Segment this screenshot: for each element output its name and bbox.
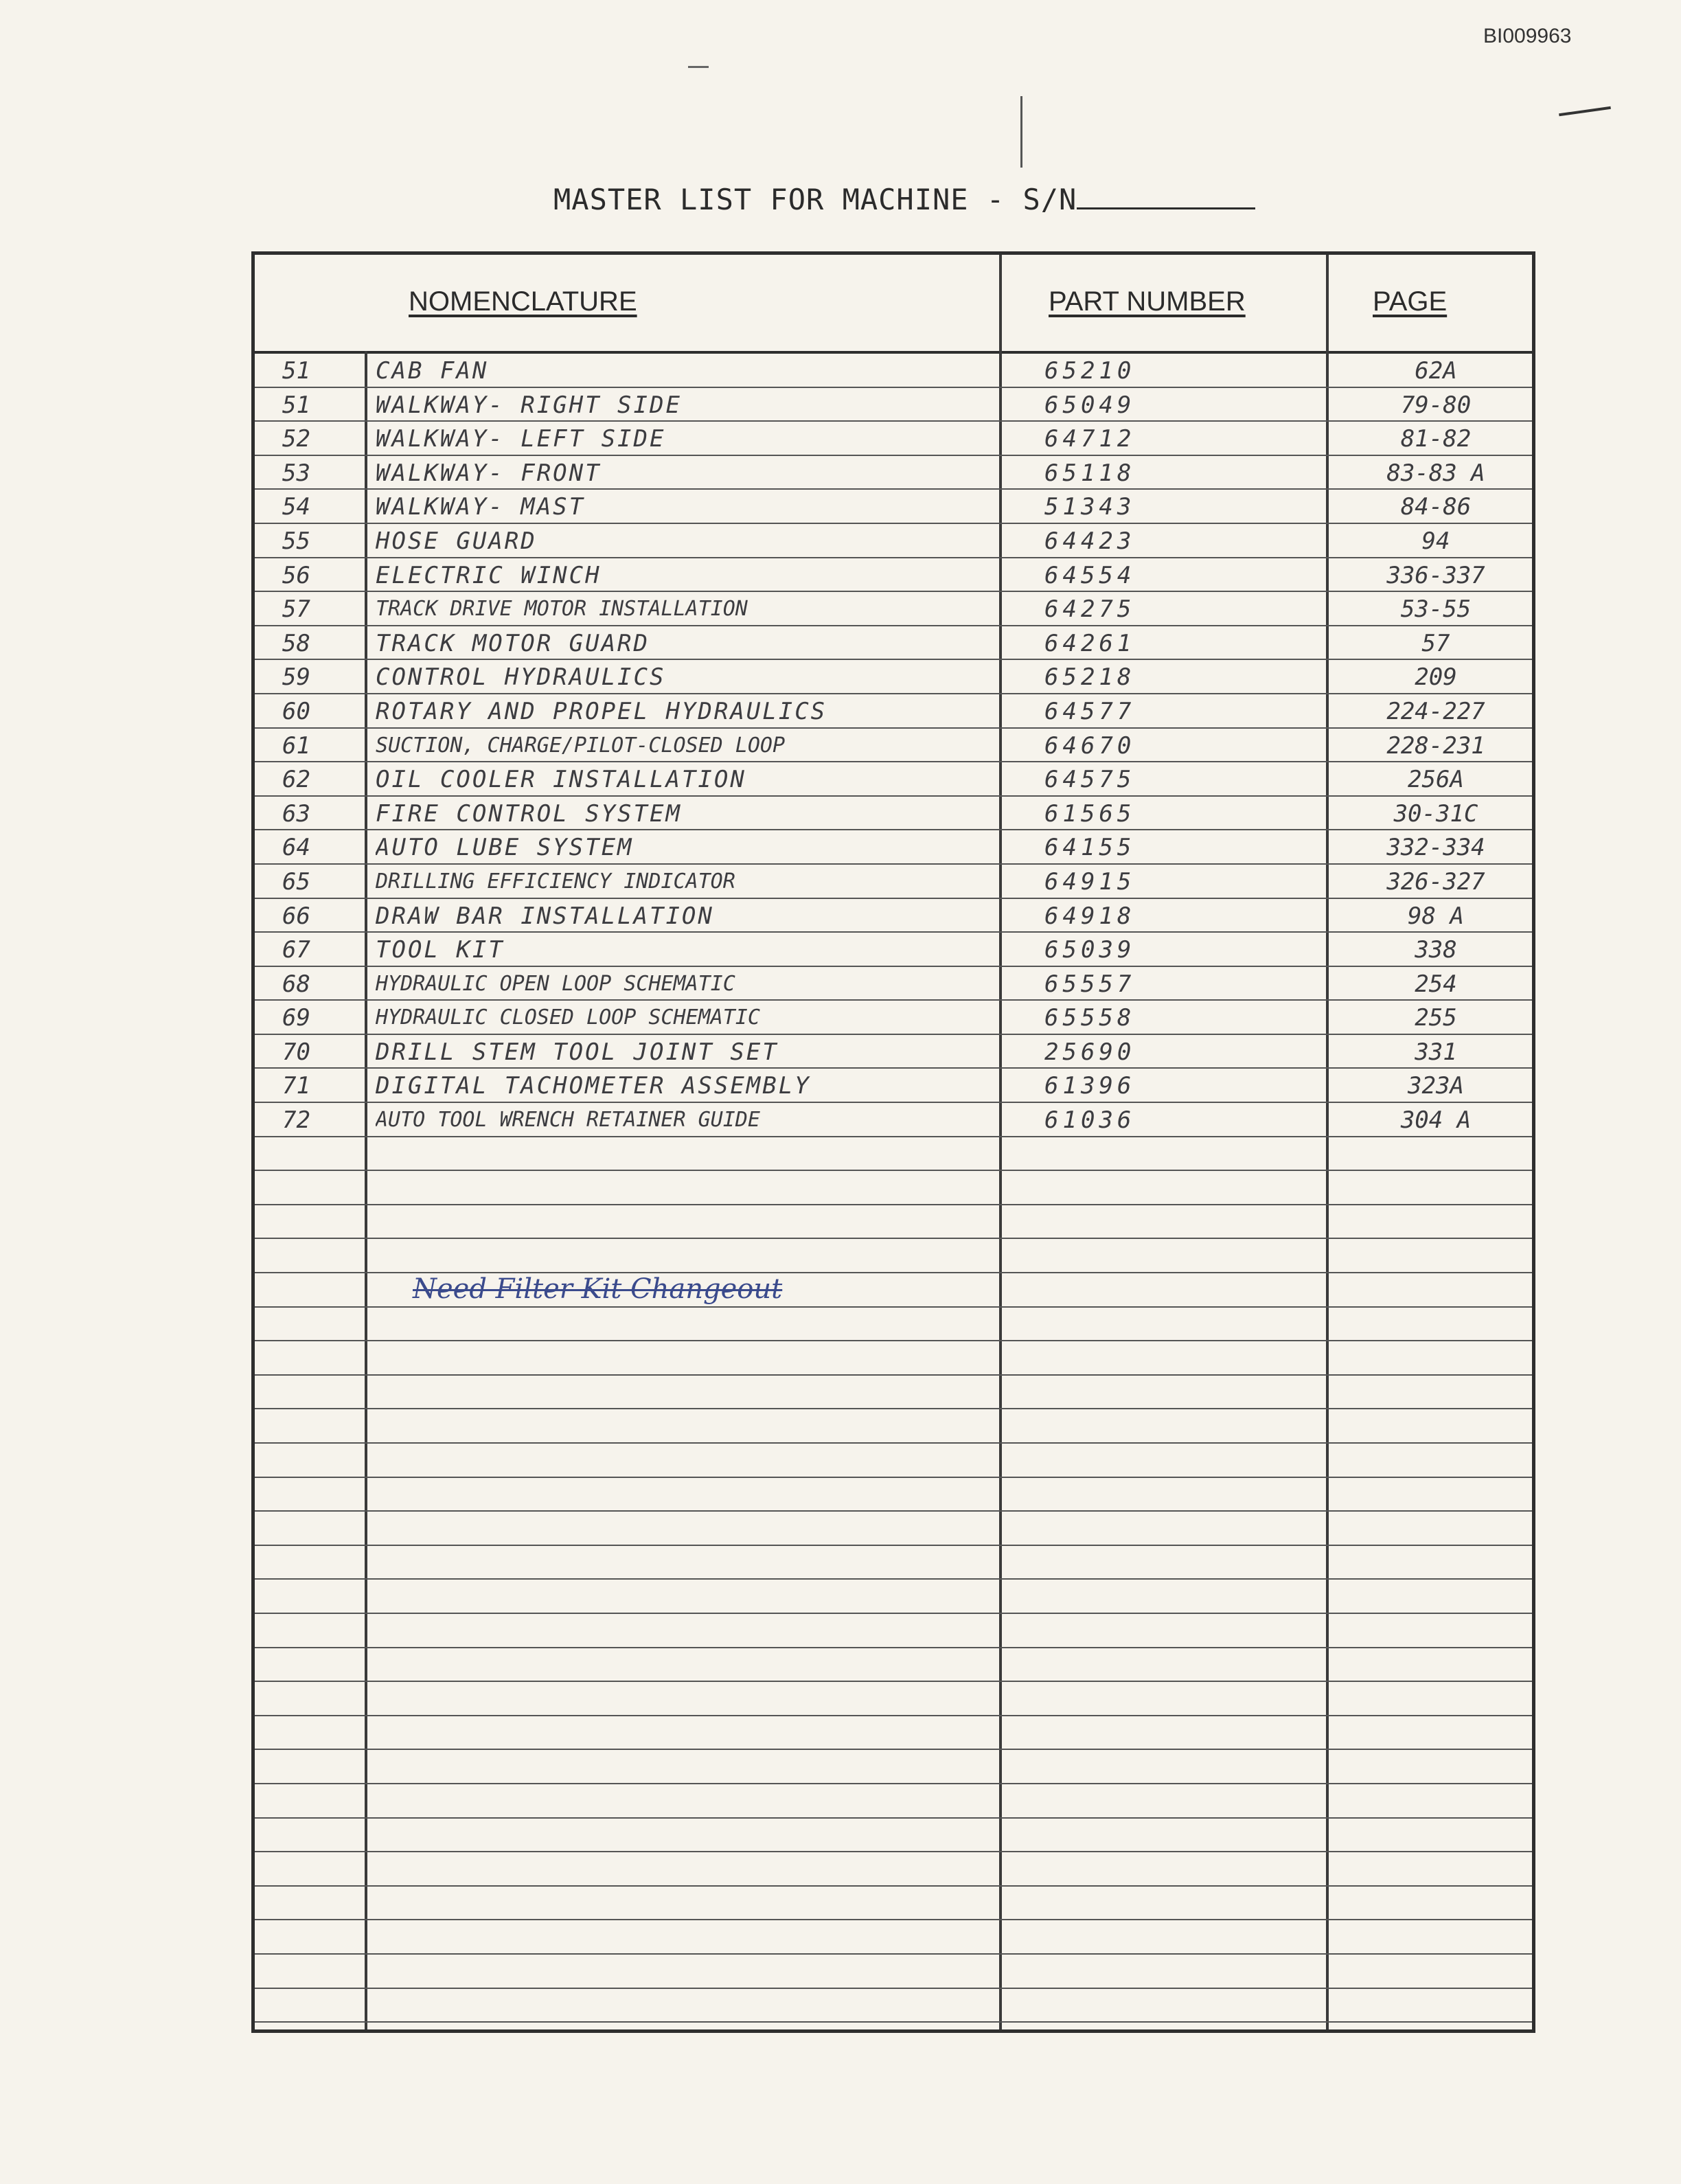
table-header xyxy=(255,255,1532,354)
row-part-number: 64261 xyxy=(1044,629,1136,657)
row-nomenclature: DIGITAL TACHOMETER ASSEMBLY xyxy=(376,1072,811,1100)
row-part-number: 65218 xyxy=(1044,663,1136,692)
table-row xyxy=(255,1989,1532,2023)
table-row xyxy=(255,1852,1532,1887)
row-part-number: 64155 xyxy=(1044,834,1136,862)
table-row xyxy=(255,1819,1532,1853)
row-page: 57 xyxy=(1421,629,1450,657)
table-row xyxy=(255,1137,1532,1172)
row-part-number: 64670 xyxy=(1044,731,1136,760)
title-label: MASTER LIST FOR MACHINE - S/N xyxy=(553,183,1077,216)
table-row xyxy=(255,660,1532,694)
row-number: 54 xyxy=(282,493,310,521)
row-number: 64 xyxy=(282,834,310,862)
table-row xyxy=(255,1478,1532,1512)
master-list-table xyxy=(251,251,1535,2033)
table-row xyxy=(255,797,1532,831)
row-nomenclature: DRILL STEM TOOL JOINT SET xyxy=(376,1038,779,1066)
row-part-number: 64275 xyxy=(1044,595,1136,624)
row-nomenclature: TOOL KIT xyxy=(376,936,505,964)
row-page: 94 xyxy=(1421,527,1450,555)
header-part-number: PART NUMBER xyxy=(1049,286,1246,317)
table-row xyxy=(255,1614,1532,1648)
row-page: 53-55 xyxy=(1400,595,1472,624)
row-number: 71 xyxy=(282,1072,310,1100)
row-nomenclature: WALKWAY- RIGHT SIDE xyxy=(376,391,682,419)
row-nomenclature: ELECTRIC WINCH xyxy=(376,561,602,589)
row-number: 62 xyxy=(282,766,310,794)
row-page: 30-31C xyxy=(1393,799,1478,828)
row-nomenclature: WALKWAY- MAST xyxy=(376,493,586,521)
row-page: 81-82 xyxy=(1400,425,1472,453)
row-part-number: 51343 xyxy=(1044,493,1136,521)
row-page: 83-83 A xyxy=(1386,459,1485,487)
row-number: 53 xyxy=(282,459,310,487)
row-nomenclature: SUCTION, CHARGE/PILOT-CLOSED LOOP xyxy=(376,733,786,758)
row-nomenclature: TRACK DRIVE MOTOR INSTALLATION xyxy=(376,597,748,622)
row-part-number: 65557 xyxy=(1044,970,1136,998)
row-number: 51 xyxy=(282,357,310,385)
table-row xyxy=(255,1784,1532,1819)
row-number: 56 xyxy=(282,561,310,589)
row-page: 254 xyxy=(1415,970,1457,998)
table-row xyxy=(255,694,1532,729)
table-row xyxy=(255,1273,1532,1308)
row-number: 66 xyxy=(282,902,310,930)
row-part-number: 65118 xyxy=(1044,459,1136,487)
table-row xyxy=(255,1069,1532,1103)
row-page: 331 xyxy=(1415,1038,1457,1066)
table-row xyxy=(255,762,1532,797)
page-title xyxy=(553,183,1255,216)
row-nomenclature: OIL COOLER INSTALLATION xyxy=(376,766,746,794)
row-page: 224-227 xyxy=(1386,697,1485,725)
row-number: 59 xyxy=(282,663,310,692)
table-row xyxy=(255,899,1532,933)
serial-number-blank xyxy=(1077,183,1255,209)
row-page: 326-327 xyxy=(1386,867,1485,896)
table-row xyxy=(255,1409,1532,1444)
row-part-number: 65558 xyxy=(1044,1004,1136,1032)
table-row xyxy=(255,865,1532,899)
row-nomenclature: HYDRAULIC CLOSED LOOP SCHEMATIC xyxy=(376,1005,760,1030)
row-page: 209 xyxy=(1415,663,1457,692)
table-row xyxy=(255,1171,1532,1205)
row-part-number: 65210 xyxy=(1044,357,1136,385)
table-row xyxy=(255,626,1532,661)
row-nomenclature: CAB FAN xyxy=(376,357,489,385)
row-nomenclature: HYDRAULIC OPEN LOOP SCHEMATIC xyxy=(376,971,735,996)
row-page: 304 A xyxy=(1400,1106,1472,1135)
row-number: 60 xyxy=(282,697,310,725)
row-part-number: 64575 xyxy=(1044,766,1136,794)
row-part-number: 64915 xyxy=(1044,867,1136,896)
row-number: 63 xyxy=(282,799,310,828)
header-nomenclature: NOMENCLATURE xyxy=(409,286,637,317)
row-nomenclature: CONTROL HYDRAULICS xyxy=(376,663,666,692)
table-row xyxy=(255,490,1532,524)
row-nomenclature: FIRE CONTROL SYSTEM xyxy=(376,799,682,828)
row-nomenclature: ROTARY AND PROPEL HYDRAULICS xyxy=(376,697,827,725)
row-page: 255 xyxy=(1415,1004,1457,1032)
row-page: 79-80 xyxy=(1400,391,1472,419)
table-row xyxy=(255,1308,1532,1342)
table-row xyxy=(255,1001,1532,1035)
row-nomenclature: WALKWAY- FRONT xyxy=(376,459,602,487)
struck-handwritten-note: Need Filter Kit Changeout xyxy=(413,1273,783,1306)
row-part-number: 64918 xyxy=(1044,902,1136,930)
document-id: BI009963 xyxy=(1483,25,1572,47)
table-row xyxy=(255,1103,1532,1137)
row-part-number: 65039 xyxy=(1044,936,1136,964)
table-row xyxy=(255,422,1532,456)
table-row xyxy=(255,1887,1532,1921)
row-nomenclature: TRACK MOTOR GUARD xyxy=(376,629,650,657)
row-number: 72 xyxy=(282,1106,310,1135)
row-nomenclature: DRILLING EFFICIENCY INDICATOR xyxy=(376,869,735,894)
table-row xyxy=(255,1682,1532,1716)
row-page: 323A xyxy=(1408,1072,1464,1100)
table-row xyxy=(255,1580,1532,1614)
row-page: 336-337 xyxy=(1386,561,1485,589)
row-part-number: 25690 xyxy=(1044,1038,1136,1066)
row-number: 65 xyxy=(282,867,310,896)
row-number: 70 xyxy=(282,1038,310,1066)
table-body xyxy=(255,354,1532,2029)
row-number: 58 xyxy=(282,629,310,657)
table-row xyxy=(255,1341,1532,1376)
row-page: 338 xyxy=(1415,936,1457,964)
row-part-number: 61565 xyxy=(1044,799,1136,828)
row-number: 55 xyxy=(282,527,310,555)
table-row xyxy=(255,354,1532,388)
row-part-number: 61396 xyxy=(1044,1072,1136,1100)
row-number: 69 xyxy=(282,1004,310,1032)
table-row xyxy=(255,967,1532,1001)
table-row xyxy=(255,524,1532,558)
table-row xyxy=(255,558,1532,593)
row-number: 67 xyxy=(282,936,310,964)
row-page: 62A xyxy=(1415,357,1457,385)
table-row xyxy=(255,1716,1532,1751)
row-number: 68 xyxy=(282,970,310,998)
table-row xyxy=(255,1920,1532,1955)
table-row xyxy=(255,1035,1532,1069)
row-nomenclature: AUTO TOOL WRENCH RETAINER GUIDE xyxy=(376,1108,760,1133)
stray-pen-mark xyxy=(688,66,709,68)
row-page: 228-231 xyxy=(1386,731,1485,760)
table-row xyxy=(255,1205,1532,1240)
table-row xyxy=(255,933,1532,967)
table-row xyxy=(255,1512,1532,1546)
table-row xyxy=(255,1955,1532,1989)
row-part-number: 64712 xyxy=(1044,425,1136,453)
row-part-number: 64577 xyxy=(1044,697,1136,725)
table-row xyxy=(255,1444,1532,1478)
stray-pen-mark xyxy=(1559,106,1611,117)
row-nomenclature: WALKWAY- LEFT SIDE xyxy=(376,425,666,453)
table-row xyxy=(255,1546,1532,1580)
table-row xyxy=(255,592,1532,626)
table-row xyxy=(255,1648,1532,1683)
row-number: 52 xyxy=(282,425,310,453)
row-nomenclature: AUTO LUBE SYSTEM xyxy=(376,834,634,862)
row-page: 84-86 xyxy=(1400,493,1472,521)
table-row xyxy=(255,729,1532,763)
table-row xyxy=(255,388,1532,422)
table-row xyxy=(255,456,1532,490)
row-number: 57 xyxy=(282,595,310,624)
row-part-number: 65049 xyxy=(1044,391,1136,419)
row-page: 256A xyxy=(1408,766,1464,794)
row-part-number: 64554 xyxy=(1044,561,1136,589)
row-part-number: 61036 xyxy=(1044,1106,1136,1135)
row-part-number: 64423 xyxy=(1044,527,1136,555)
row-nomenclature: DRAW BAR INSTALLATION xyxy=(376,902,714,930)
table-row xyxy=(255,1239,1532,1273)
table-row xyxy=(255,1376,1532,1410)
row-nomenclature: HOSE GUARD xyxy=(376,527,537,555)
row-number: 51 xyxy=(282,391,310,419)
row-number: 61 xyxy=(282,731,310,760)
header-page: PAGE xyxy=(1373,286,1448,317)
table-row xyxy=(255,1750,1532,1784)
row-page: 98 A xyxy=(1408,902,1464,930)
stray-pen-mark xyxy=(1020,96,1022,168)
table-row xyxy=(255,830,1532,865)
row-page: 332-334 xyxy=(1386,834,1485,862)
